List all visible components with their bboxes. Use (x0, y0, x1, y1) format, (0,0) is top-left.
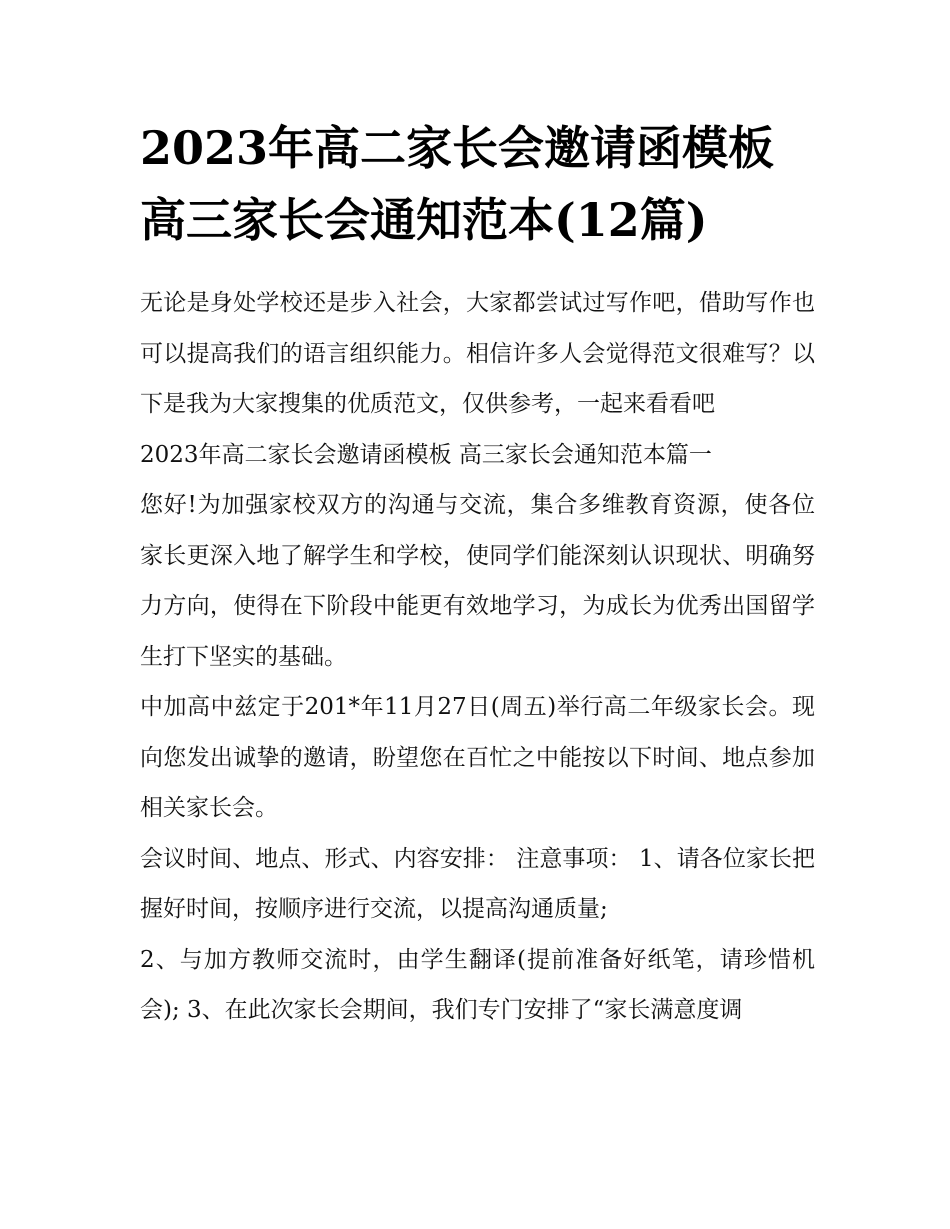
meeting-date-paragraph: 中加高中兹定于201*年11月27日(周五)举行高二年级家长会。现向您发出诚挚的邀请，盼望您在百忙之中能按以下时间、地点参加相关家长会。 (140, 694, 815, 821)
document-body (140, 278, 815, 1036)
section-heading: 2023年高二家长会邀请函模板 高三家长会通知范本篇一 (140, 441, 712, 468)
document-title (140, 112, 815, 256)
title-line-1: 2023年高二家长会邀请函模板 (140, 121, 775, 175)
document-page (140, 112, 815, 1036)
intro-paragraph: 无论是身处学校还是步入社会，大家都尝试过写作吧，借助写作也可以提高我们的语言组织能力。相信许多人会觉得范文很难写？以下是我为大家搜集的优质范文，仅供参考，一起来看看吧 (140, 290, 815, 417)
greeting-paragraph: 您好!为加强家校双方的沟通与交流，集合多维教育资源，使各位家长更深入地了解学生和学校，使同学们能深刻认识现状、明确努力方向，使得在下阶段中能更有效地学习，为成长为优秀出国留学生打下坚实的基础。 (140, 492, 815, 670)
notes-paragraph: 2、与加方教师交流时，由学生翻译(提前准备好纸笔，请珍惜机会); 3、在此次家长会期间，我们专门安排了“家长满意度调 (140, 946, 815, 1023)
arrangement-paragraph: 会议时间、地点、形式、内容安排： 注意事项： 1、请各位家长把握好时间，按顺序进行交流，以提高沟通质量; (140, 845, 815, 922)
title-line-2: 高三家长会通知范本(12篇) (140, 193, 708, 247)
